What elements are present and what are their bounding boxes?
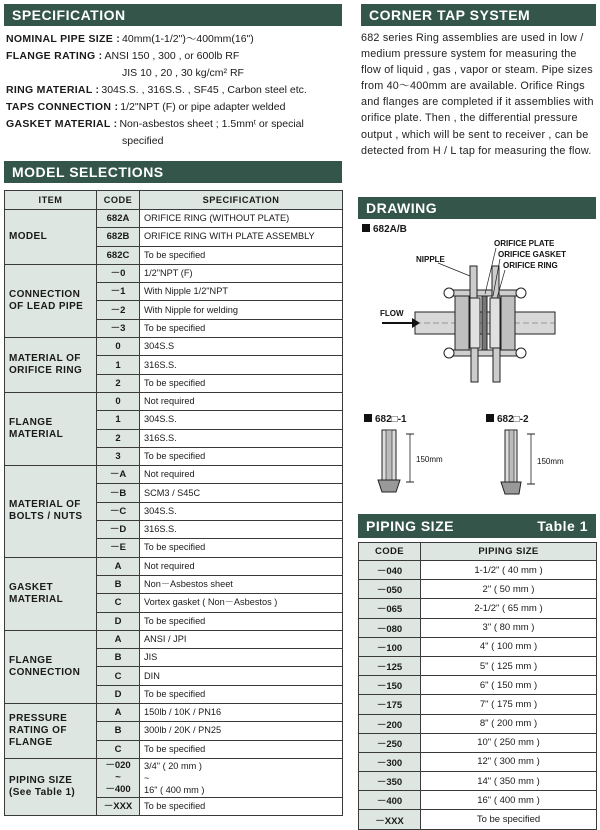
specification-list [6,31,342,150]
spec-row [6,31,342,48]
table-1-label: Table 1 [537,518,588,534]
orifice-ring-label: ORIFICE RING [503,261,558,270]
piping-row [359,676,597,695]
specification-header: SPECIFICATION [4,4,342,26]
model-spec: Vortex gasket ( Non－Asbestos ) [140,594,343,612]
corner-tap-header: CORNER TAP SYSTEM [361,4,596,26]
model-code: －3 [97,319,140,337]
col-header-specification: SPECIFICATION [140,191,343,210]
piping-code: －100 [359,637,421,656]
variant-1-label: 682□-1 [364,414,407,425]
piping-size-value: 3" ( 80 mm ) [421,618,597,637]
model-code: D [97,612,140,630]
model-code: C [97,667,140,685]
model-code: 682C [97,246,140,264]
model-code: 1 [97,356,140,374]
model-code: －1 [97,283,140,301]
spec-row [6,48,342,65]
piping-size-value: 14" ( 350 mm ) [421,772,597,791]
model-spec: ORIFICE RING WITH PLATE ASSEMBLY [140,228,343,246]
piping-size-value: 8" ( 200 mm ) [421,714,597,733]
orifice-assembly-drawing [360,236,596,416]
piping-size-value: 5" ( 125 mm ) [421,656,597,675]
model-spec: To be specified [140,374,343,392]
piping-size-value: 2" ( 50 mm ) [421,580,597,599]
model-item-label: MODEL [5,210,97,265]
piping-code: －200 [359,714,421,733]
nipple-label: NIPPLE [416,255,445,264]
spec-row [6,99,342,116]
spec-label: NOMINAL PIPE SIZE : [6,33,121,45]
spec-label: RING MATERIAL : [6,84,100,96]
model-spec: 300lb / 20K / PN25 [140,722,343,740]
model-spec: SCM3 / S45C [140,484,343,502]
spec-value: 40mm(1-1/2")～400mm(16") [122,33,254,45]
model-spec: 316S.S. [140,356,343,374]
model-row [5,210,343,228]
model-spec: 3/4" ( 20 mm ) ~ 16" ( 400 mm ) [140,758,343,797]
model-code: B [97,575,140,593]
model-code: A [97,630,140,648]
spec-value: specified [122,135,164,147]
model-code: －XXX [97,797,140,815]
variant-2-drawing [495,428,595,500]
piping-row [359,695,597,714]
model-row [5,338,343,356]
model-spec: ANSI / JPI [140,630,343,648]
model-spec: Not required [140,392,343,410]
model-code: －A [97,466,140,484]
spec-row [6,116,342,133]
model-code: A [97,557,140,575]
model-selections-table [4,190,343,816]
model-row [5,557,343,575]
spec-value: 1/2"NPT (F) or pipe adapter welded [120,101,286,113]
model-row [5,264,343,282]
model-code: 0 [97,338,140,356]
model-spec: To be specified [140,797,343,815]
model-item-label: FLANGE CONNECTION [5,630,97,703]
model-code: 682A [97,210,140,228]
model-spec: JIS [140,649,343,667]
piping-code: －400 [359,791,421,810]
model-row [5,630,343,648]
model-spec: 1/2"NPT (F) [140,264,343,282]
variant-1-drawing [370,428,470,500]
piping-row [359,733,597,752]
piping-size-value: 6" ( 150 mm ) [421,676,597,695]
piping-row [359,599,597,618]
piping-size-value: 4" ( 100 mm ) [421,637,597,656]
piping-code: －040 [359,561,421,580]
model-code: －D [97,521,140,539]
model-code: －2 [97,301,140,319]
model-row [5,466,343,484]
piping-row [359,810,597,829]
piping-code: －080 [359,618,421,637]
piping-code: －150 [359,676,421,695]
piping-row [359,561,597,580]
model-item-label: CONNECTION OF LEAD PIPE [5,264,97,337]
model-item-label: FLANGE MATERIAL [5,392,97,465]
model-code: 0 [97,392,140,410]
piping-size-value: To be specified [421,810,597,829]
model-spec: With Nipple for welding [140,301,343,319]
square-bullet-icon [486,414,494,422]
model-code: D [97,685,140,703]
drawing-header: DRAWING [358,197,596,219]
model-item-label: MATERIAL OF ORIFICE RING [5,338,97,393]
spec-row [6,65,342,82]
piping-size-value: 2-1/2" ( 65 mm ) [421,599,597,618]
col-header-item: ITEM [5,191,97,210]
piping-code: －050 [359,580,421,599]
model-spec: To be specified [140,539,343,557]
piping-code: －125 [359,656,421,675]
model-selections-header: MODEL SELECTIONS [4,161,342,183]
piping-code: －300 [359,752,421,771]
model-spec: 316S.S. [140,521,343,539]
piping-size-table [358,542,597,830]
model-code: －0 [97,264,140,282]
model-item-label: PRESSURE RATING OF FLANGE [5,704,97,759]
piping-row [359,580,597,599]
model-spec: 304S.S. [140,502,343,520]
spec-value: 304S.S. , 316S.S. , SF45 , Carbon steel etc. [101,84,307,96]
dimension-label-1: 150mm [416,455,443,464]
model-row [5,392,343,410]
piping-row [359,752,597,771]
piping-code: －175 [359,695,421,714]
model-item-label: PIPING SIZE (See Table 1) [5,758,97,815]
model-spec: To be specified [140,319,343,337]
model-code: C [97,594,140,612]
model-spec: Non－Asbestos sheet [140,575,343,593]
model-code: －B [97,484,140,502]
piping-size-value: 12" ( 300 mm ) [421,752,597,771]
spec-value: ANSI 150 , 300 , or 600lb RF [104,50,240,62]
model-spec: To be specified [140,612,343,630]
piping-row [359,637,597,656]
model-item-label: MATERIAL OF BOLTS / NUTS [5,466,97,557]
model-spec: To be specified [140,246,343,264]
spec-row [6,133,342,150]
piping-code: －XXX [359,810,421,829]
orifice-plate-label: ORIFICE PLATE [494,239,555,248]
piping-size-value: 16" ( 400 mm ) [421,791,597,810]
spec-label: TAPS CONNECTION : [6,101,119,113]
piping-code: －065 [359,599,421,618]
square-bullet-icon [364,414,372,422]
spec-value: JIS 10 , 20 , 30 kg/cm² RF [122,67,244,79]
model-code: 3 [97,447,140,465]
model-code: －E [97,539,140,557]
flow-label: FLOW [380,309,404,318]
orifice-gasket-label: ORIFICE GASKET [498,250,567,259]
col-header-code: CODE [359,543,421,561]
model-spec: DIN [140,667,343,685]
corner-tap-description: 682 series Ring assemblies are used in low / medium pressure system for measuring the flow of liquid , gas , vapor or steam. Pipe sizes from 40～400mm are available. Orifice Rings and flanges are completed if it assemblies with orifice plate. Then , the differential pressure output , which will be sent to receiver , can be detected from H / L tap for measuring the flow. [361,32,594,157]
piping-size-value: 7" ( 175 mm ) [421,695,597,714]
drawing-model-label: 682A/B [362,224,407,235]
piping-row [359,772,597,791]
spec-label: GASKET MATERIAL : [6,118,118,130]
model-row [5,758,343,797]
dimension-label-2: 150mm [537,457,564,466]
model-spec: 150lb / 10K / PN16 [140,704,343,722]
model-item-label: GASKET MATERIAL [5,557,97,630]
piping-row [359,656,597,675]
model-spec: To be specified [140,740,343,758]
col-header-code: CODE [97,191,140,210]
piping-row [359,791,597,810]
model-code: A [97,704,140,722]
piping-row [359,618,597,637]
model-spec: To be specified [140,685,343,703]
piping-size-value: 1-1/2" ( 40 mm ) [421,561,597,580]
model-spec: Not required [140,466,343,484]
piping-code: －250 [359,733,421,752]
piping-row [359,714,597,733]
model-code: －020 ~ －400 [97,758,140,797]
model-spec: Not required [140,557,343,575]
model-code: 682B [97,228,140,246]
model-code: B [97,649,140,667]
model-spec: ORIFICE RING (WITHOUT PLATE) [140,210,343,228]
variant-2-label: 682□-2 [486,414,529,425]
model-spec: With Nipple 1/2"NPT [140,283,343,301]
piping-size-title: PIPING SIZE [366,518,454,534]
model-row [5,704,343,722]
model-code: 1 [97,411,140,429]
model-code: C [97,740,140,758]
piping-size-value: 10" ( 250 mm ) [421,733,597,752]
spec-row [6,82,342,99]
square-bullet-icon [362,224,370,232]
piping-code: －350 [359,772,421,791]
model-spec: To be specified [140,447,343,465]
piping-size-header [358,514,596,538]
model-spec: 304S.S. [140,411,343,429]
spec-value: Non-asbestos sheet ; 1.5mmᵗ or special [119,118,304,130]
model-code: 2 [97,374,140,392]
spec-label: FLANGE RATING : [6,50,103,62]
model-code: B [97,722,140,740]
model-code: －C [97,502,140,520]
model-code: 2 [97,429,140,447]
col-header-piping-size: PIPING SIZE [421,543,597,561]
model-spec: 304S.S [140,338,343,356]
model-spec: 316S.S. [140,429,343,447]
